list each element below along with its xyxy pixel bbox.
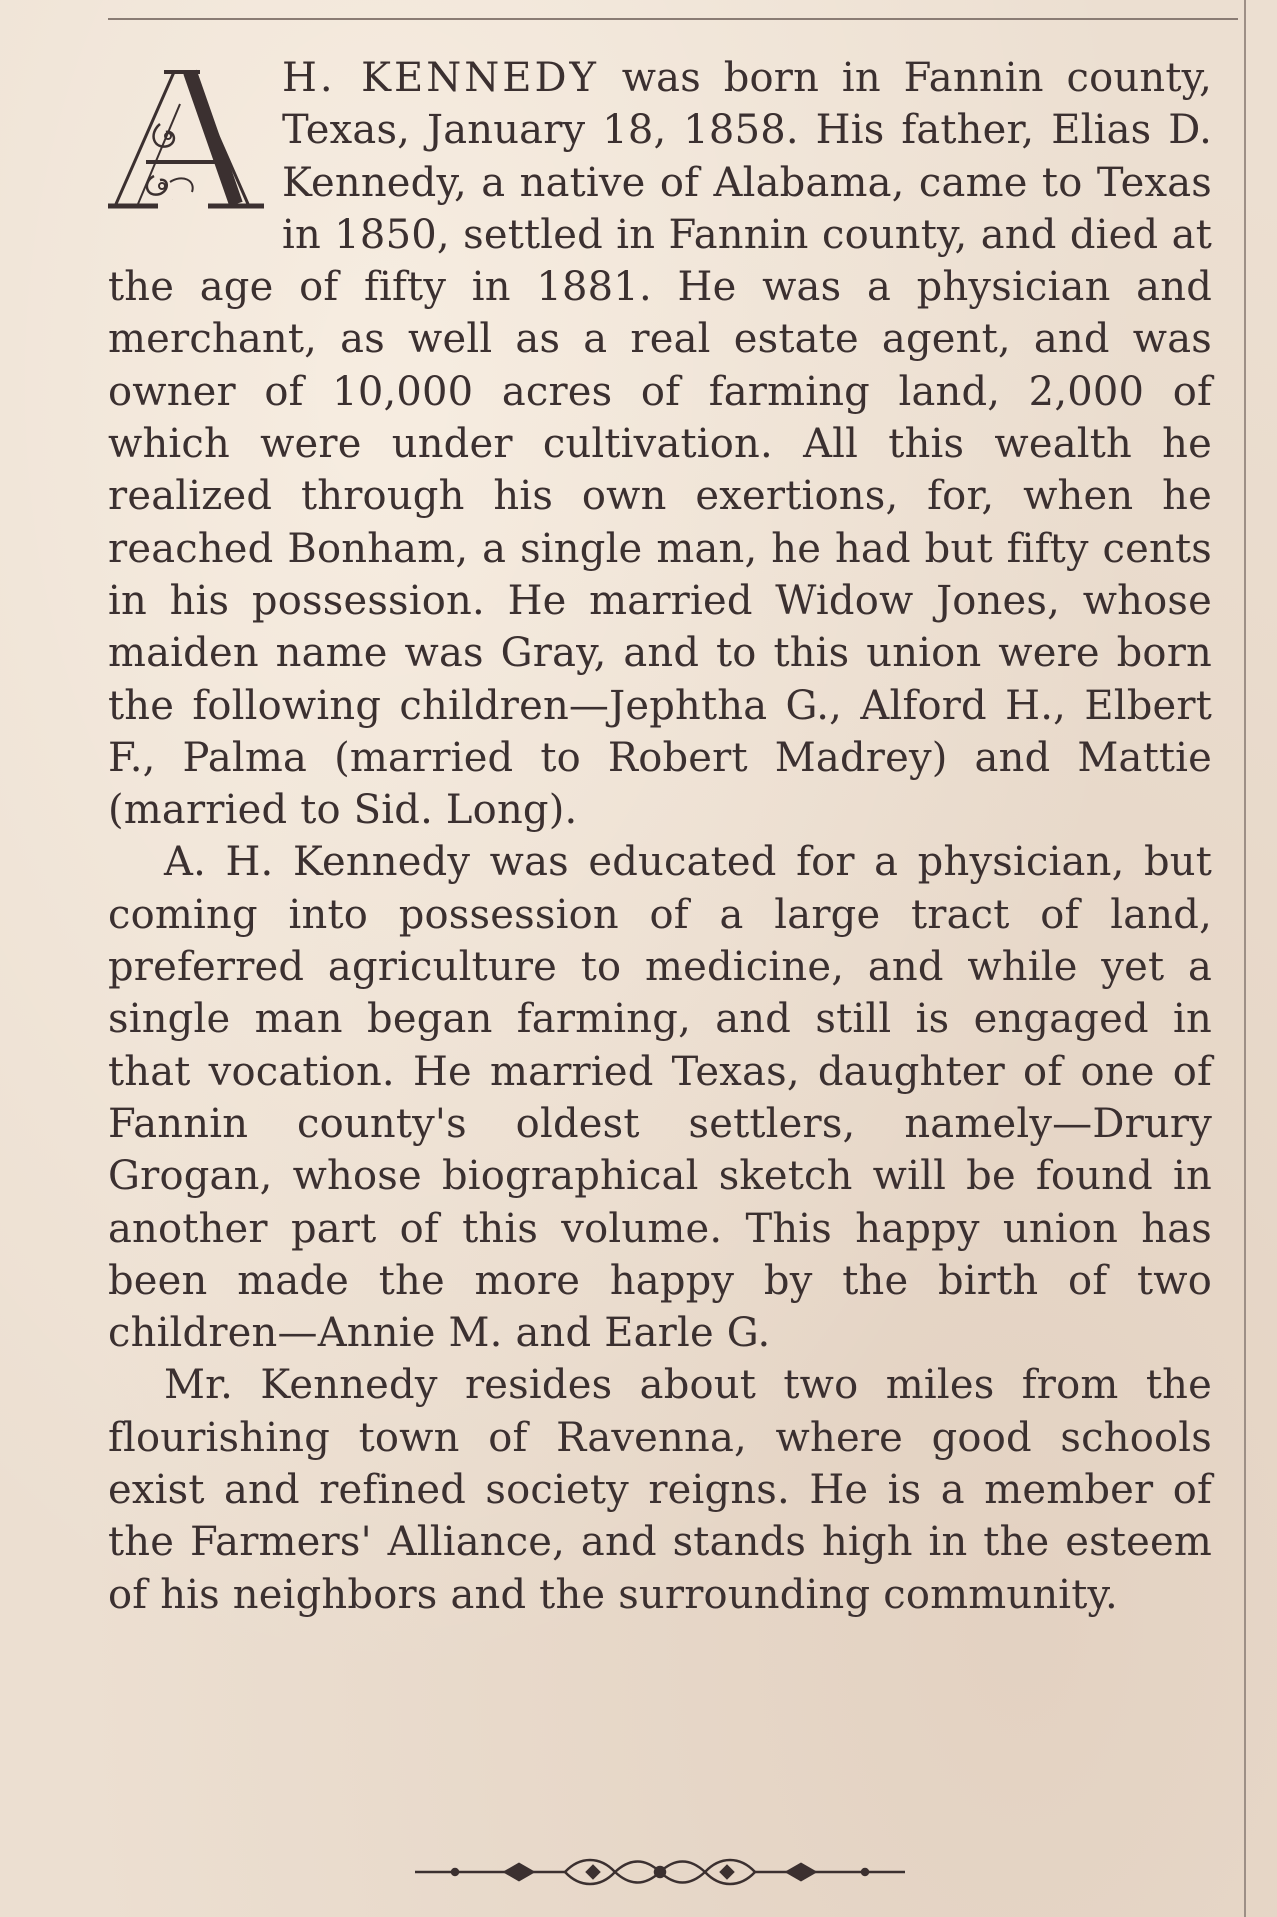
paragraph-1 — [108, 52, 1212, 836]
svg-text:A: A — [172, 200, 173, 201]
column-rule — [1244, 0, 1246, 1917]
top-rule — [108, 18, 1238, 20]
opening-name: H. KENNEDY — [282, 55, 599, 101]
decorative-divider-icon — [415, 1852, 905, 1892]
paragraph-3: Mr. Kennedy resides about two miles from the flourishing town of Ravenna, where good schools exist and refined society reigns. He is a member of the Farmers' Alliance, and stands high in the esteem of his neighbors and the surrounding community. — [108, 1362, 1212, 1618]
paragraph-1-text: was born in Fannin county, Texas, January 18, 1858. His father, Elias D. Kennedy, a native of Alabama, came to Texas in 1850, settled in Fannin county, and died at the age of fifty in 1881. He was a physician and merchant, as well as a real estate agent, and was owner of 10,000 acres of farming land, 2,000 of which were under cultivation. All this wealth he realized through his own exertions, for, when he reached Bonham, a single man, he had but fifty cents in his possession. He married Widow Jones, whose maiden name was Gray, and to this union were born the following children—Jephtha G., Alford H., Elbert F., Palma (married to Robert Madrey) and Mattie (married to Sid. Long). — [108, 55, 1212, 834]
ornamental-initial-icon — [108, 64, 264, 212]
paragraph-2: A. H. Kennedy was educated for a physician, but coming into possession of a large tract of land, preferred agriculture to medicine, and while yet a single man began farming, and still is engaged in that vocation. He married Texas, daughter of one of Fannin county's oldest settlers, namely—Drury Grogan, whose biographical sketch will be found in another part of this volume. This happy union has been made the more happy by the birth of two children—Annie M. and Earle G. — [108, 839, 1212, 1357]
article-column — [108, 52, 1212, 1621]
